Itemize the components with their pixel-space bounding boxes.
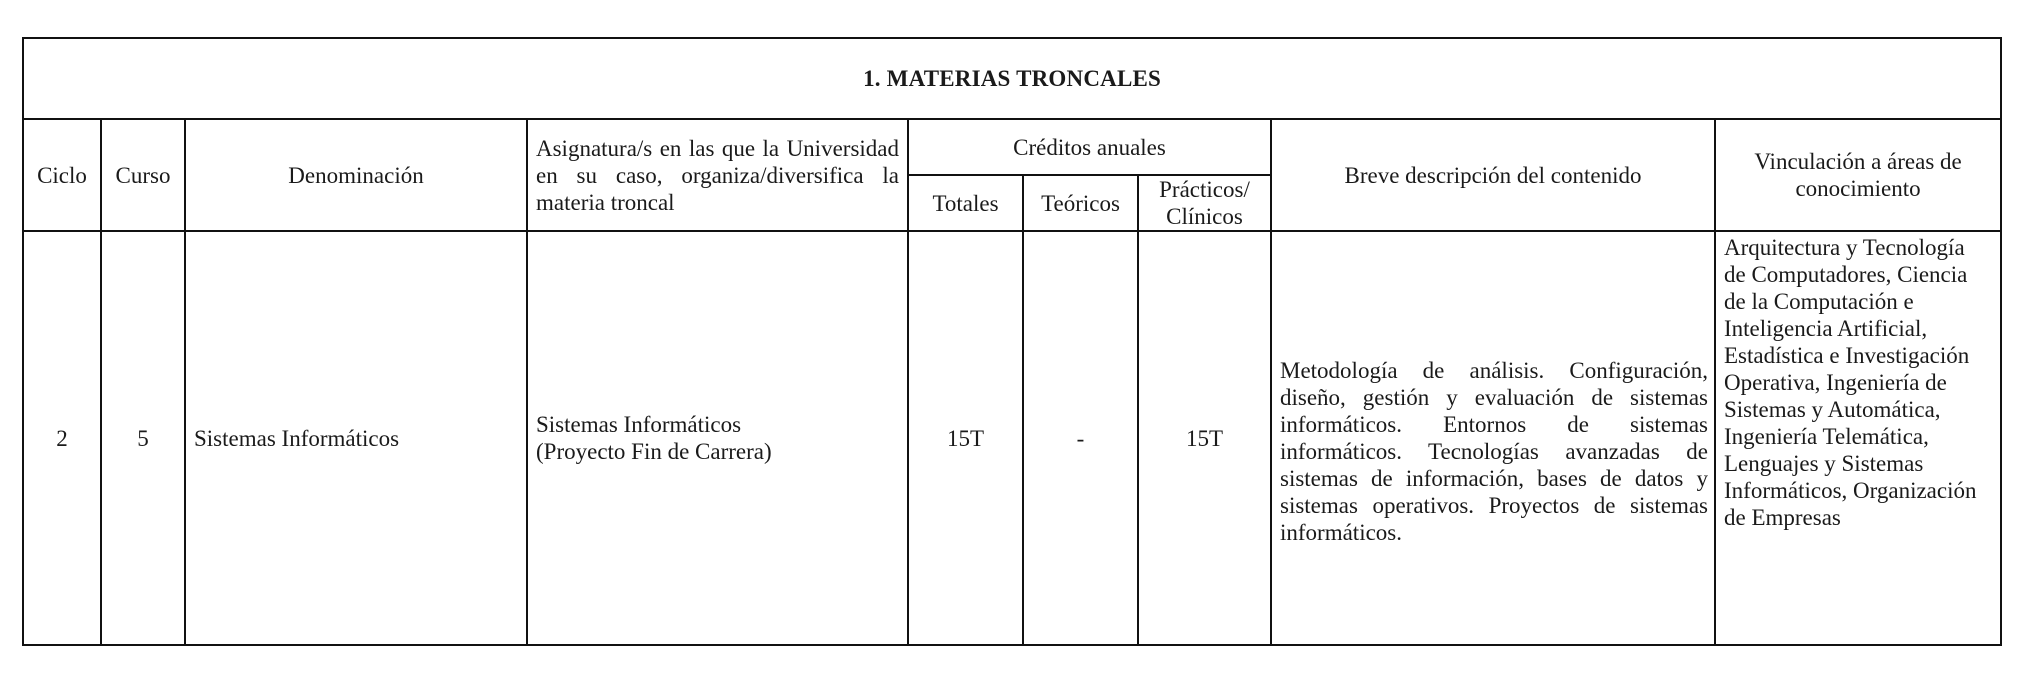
cell-totales: 15T <box>908 231 1023 645</box>
header-asignatura: Asignatura/s en las que la Universidad en su caso, organiza/diversifica la materia troncal <box>527 119 908 231</box>
document-page <box>22 37 2000 646</box>
header-vinculacion: Vinculación a áreas de conocimiento <box>1715 119 2001 231</box>
cell-denominacion: Sistemas Informáticos <box>185 231 527 645</box>
table-row <box>23 231 2001 645</box>
header-practicos: Prácticos/ Clínicos <box>1138 175 1271 231</box>
header-descripcion: Breve descripción del contenido <box>1271 119 1715 231</box>
cell-descripcion <box>1271 231 1715 645</box>
cell-asignatura <box>527 231 908 645</box>
cell-teoricos: - <box>1023 231 1138 645</box>
asignatura-line-1: Sistemas Informáticos <box>536 412 742 437</box>
descripcion-text: Metodología de análisis. Configuración, diseño, gestión y evaluación de sistemas informáticos. Entornos de sistemas informáticos. Tecnologías avanzadas de sistemas de información, bases de datos y sistemas operativos. Proyectos de sistemas informáticos. <box>1280 357 1708 545</box>
header-denominacion: Denominación <box>185 119 527 231</box>
cell-practicos: 15T <box>1138 231 1271 645</box>
asignatura-line-2: (Proyecto Fin de Carrera) <box>536 439 772 464</box>
materias-troncales-table <box>22 37 2002 646</box>
header-totales: Totales <box>908 175 1023 231</box>
header-row-1 <box>23 119 2001 175</box>
section-title: 1. MATERIAS TRONCALES <box>23 38 2001 119</box>
header-ciclo: Ciclo <box>23 119 101 231</box>
cell-ciclo: 2 <box>23 231 101 645</box>
cell-vinculacion: Arquitectura y Tecnología de Computadores, Ciencia de la Computación e Inteligencia Artificial, Estadística e Investigación Operativa, Ingeniería de Sistemas y Automática, Ingeniería Telemática, Lenguajes y Sistemas Informáticos, Organización de Empresas <box>1715 231 2001 645</box>
section-title-row <box>23 38 2001 119</box>
header-creditos-anuales: Créditos anuales <box>908 119 1271 175</box>
header-curso: Curso <box>101 119 185 231</box>
cell-curso: 5 <box>101 231 185 645</box>
header-teoricos: Teóricos <box>1023 175 1138 231</box>
